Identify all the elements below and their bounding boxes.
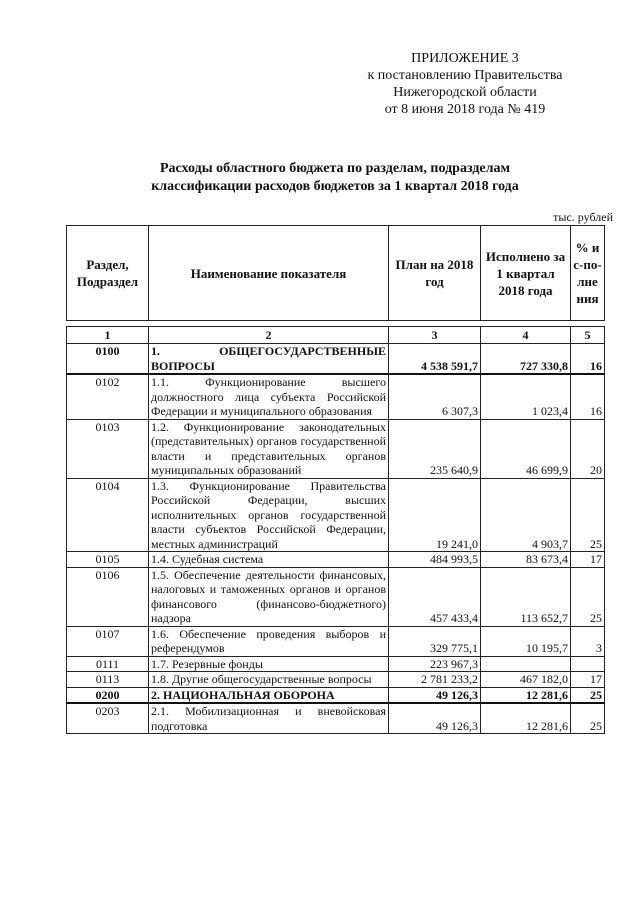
document-title-line2: классификации расходов бюджетов за 1 квартал 2018 года [151, 179, 519, 194]
row-code: 0103 [67, 419, 149, 478]
row-name: 1.5. Обеспечение деятельности финансовых, налоговых и таможенных органов и органов финансового (финансово-бюджетного) надзора [149, 567, 389, 626]
row-percent: 3 [571, 626, 605, 656]
row-plan: 2 781 233,2 [389, 672, 481, 688]
table-row [67, 419, 605, 478]
header-plan: План на 2018 год [389, 226, 481, 321]
header-section: Раздел, Подраздел [67, 226, 149, 321]
row-done: 83 673,4 [481, 552, 571, 568]
column-number: 5 [571, 327, 605, 344]
row-code: 0111 [67, 656, 149, 672]
document-title [80, 160, 590, 196]
row-name: 1.7. Резервные фонды [149, 656, 389, 672]
row-code: 0102 [67, 374, 149, 419]
row-percent: 16 [571, 344, 605, 375]
row-done: 46 699,9 [481, 419, 571, 478]
row-percent: 25 [571, 567, 605, 626]
row-plan: 329 775,1 [389, 626, 481, 656]
appendix-title: ПРИЛОЖЕНИЕ 3 [411, 51, 519, 66]
row-done: 1 023,4 [481, 374, 571, 419]
row-percent: 25 [571, 687, 605, 703]
table-row [67, 552, 605, 568]
table-row [67, 626, 605, 656]
row-percent: 20 [571, 419, 605, 478]
column-number: 4 [481, 327, 571, 344]
appendix-block [360, 50, 570, 118]
appendix-date: от 8 июня 2018 года № 419 [384, 102, 546, 117]
row-done: 12 281,6 [481, 687, 571, 703]
column-numbers-row [67, 327, 605, 344]
row-plan: 223 967,3 [389, 656, 481, 672]
row-code: 0104 [67, 478, 149, 552]
row-name: 1.3. Функционирование Правительства Российской Федерации, высших исполнительных органов государственной власти субъектов Российской Федерации, местных администраций [149, 478, 389, 552]
row-plan: 235 640,9 [389, 419, 481, 478]
table-row [67, 478, 605, 552]
row-name: 1.1. Функционирование высшего должностного лица субъекта Российской Федерации и муниципального образования [149, 374, 389, 419]
row-percent: 17 [571, 552, 605, 568]
row-percent: 17 [571, 672, 605, 688]
row-done: 4 903,7 [481, 478, 571, 552]
row-done: 113 652,7 [481, 567, 571, 626]
row-name: 1.2. Функционирование законодательных (представительных) органов государственной власти и представительных органов муниципальных образований [149, 419, 389, 478]
row-code: 0203 [67, 703, 149, 734]
row-plan: 484 993,5 [389, 552, 481, 568]
row-code: 0113 [67, 672, 149, 688]
table-row [67, 687, 605, 703]
row-plan: 49 126,3 [389, 703, 481, 734]
units-label: тыс. рублей [553, 210, 613, 224]
row-name: 2. НАЦИОНАЛЬНАЯ ОБОРОНА [149, 687, 389, 703]
row-plan: 457 433,4 [389, 567, 481, 626]
row-plan: 4 538 591,7 [389, 344, 481, 375]
row-percent: 25 [571, 478, 605, 552]
table-row [67, 344, 605, 375]
table-row [67, 374, 605, 419]
row-plan: 6 307,3 [389, 374, 481, 419]
table-row [67, 656, 605, 672]
expenses-table [66, 326, 605, 734]
row-done: 12 281,6 [481, 703, 571, 734]
row-name: 1.6. Обеспечение проведения выборов и референдумов [149, 626, 389, 656]
row-name: 1.8. Другие общегосударственные вопросы [149, 672, 389, 688]
row-done: 467 182,0 [481, 672, 571, 688]
row-percent: 16 [571, 374, 605, 419]
column-number: 1 [67, 327, 149, 344]
table-row [67, 703, 605, 734]
appendix-decree: к постановлению Правительства [367, 68, 563, 83]
row-code: 0106 [67, 567, 149, 626]
appendix-region: Нижегородской области [393, 85, 537, 100]
row-code: 0107 [67, 626, 149, 656]
row-percent: 25 [571, 703, 605, 734]
row-percent [571, 656, 605, 672]
row-plan: 19 241,0 [389, 478, 481, 552]
table-row [67, 567, 605, 626]
table-header [66, 225, 605, 321]
document-title-line1: Расходы областного бюджета по разделам, подразделам [159, 161, 511, 176]
column-number: 3 [389, 327, 481, 344]
row-plan: 49 126,3 [389, 687, 481, 703]
header-name: Наименование показателя [149, 226, 389, 321]
header-percent: % ис-по-лне ния [571, 226, 605, 321]
header-done: Исполнено за 1 квартал 2018 года [481, 226, 571, 321]
row-done [481, 656, 571, 672]
row-done: 727 330,8 [481, 344, 571, 375]
column-number: 2 [149, 327, 389, 344]
row-name: 1.4. Судебная система [149, 552, 389, 568]
table-row [67, 672, 605, 688]
row-code: 0200 [67, 687, 149, 703]
row-code: 0100 [67, 344, 149, 375]
row-done: 10 195,7 [481, 626, 571, 656]
row-name: 1. ОБЩЕГОСУДАРСТВЕННЫЕ ВОПРОСЫ [149, 344, 389, 375]
row-name: 2.1. Мобилизационная и вневойсковая подготовка [149, 703, 389, 734]
row-code: 0105 [67, 552, 149, 568]
